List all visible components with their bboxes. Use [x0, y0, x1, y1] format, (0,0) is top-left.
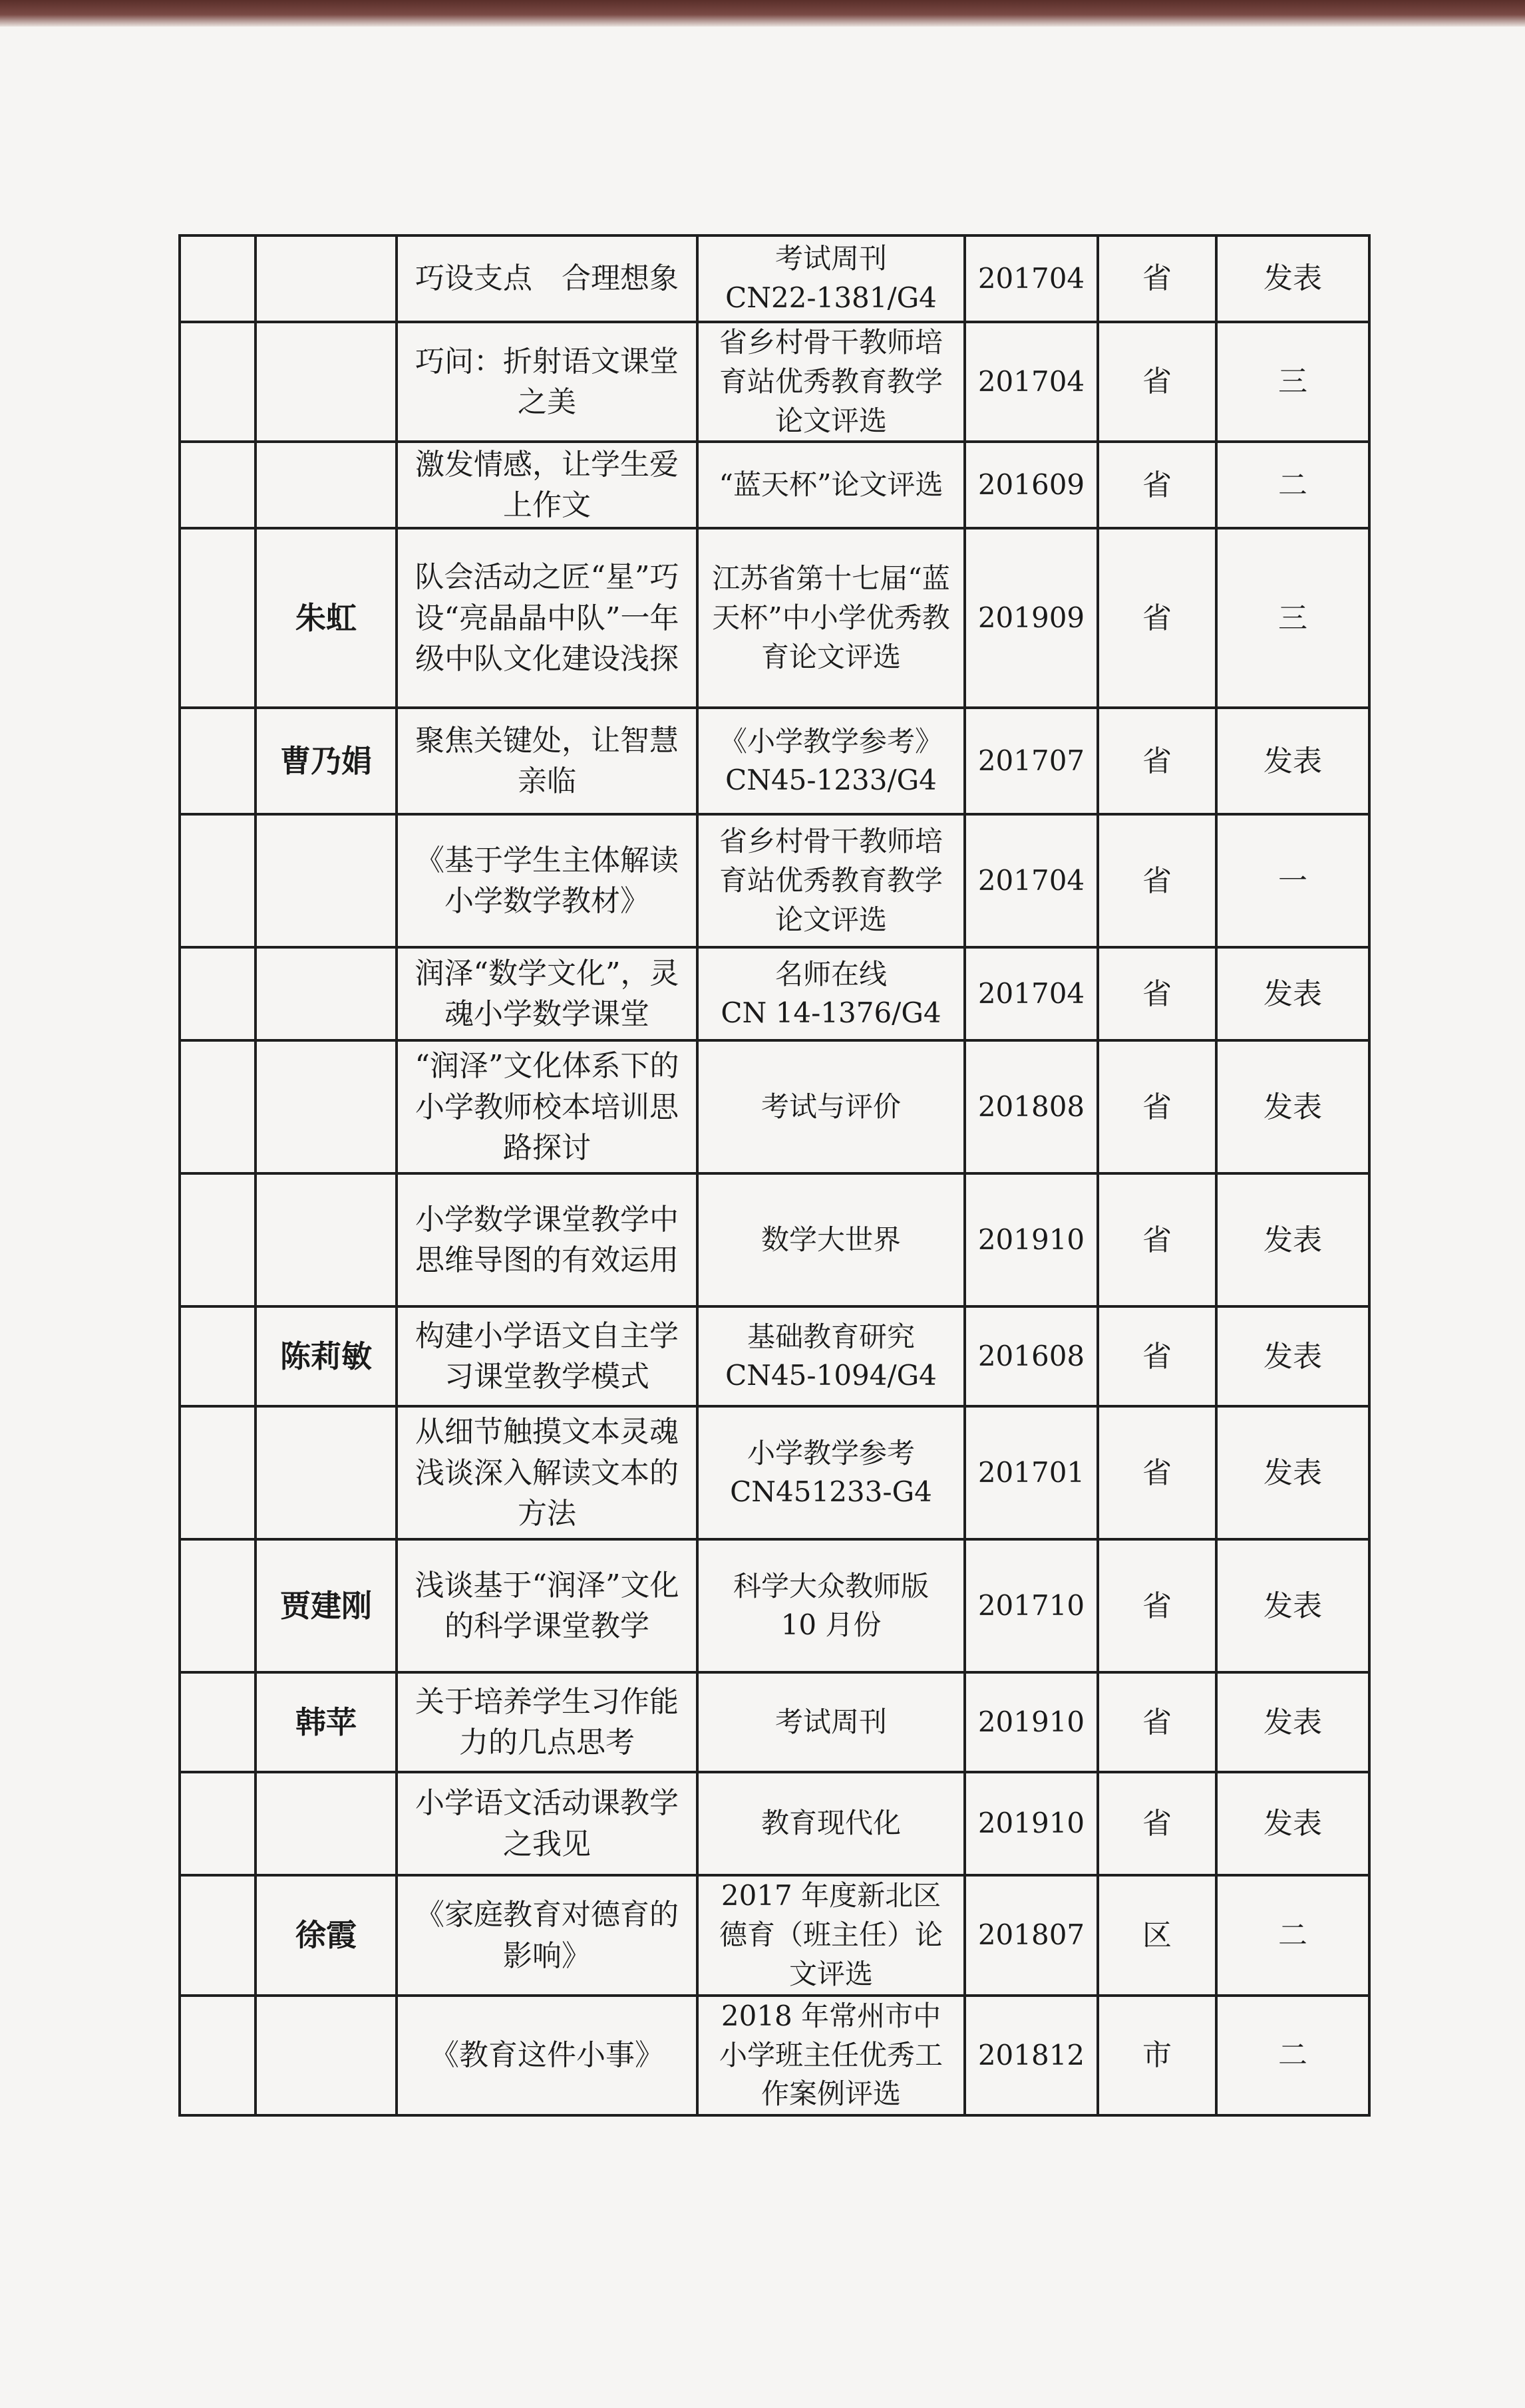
- source-cell: 省乡村骨干教师培育站优秀教育教学论文评选: [697, 322, 965, 442]
- blank-cell: [180, 1173, 255, 1306]
- source-cell: 小学教学参考 CN451233-G4: [697, 1406, 965, 1539]
- table-row: [180, 708, 1369, 814]
- level-cell: 区: [1098, 1875, 1216, 1995]
- paper-title-cell: 润泽“数学文化”，灵魂小学数学课堂: [397, 947, 697, 1040]
- source-cell: 2017 年度新北区德育（班主任）论文评选: [697, 1875, 965, 1995]
- blank-cell: [180, 322, 255, 442]
- page-top-edge: [0, 0, 1525, 27]
- source-cell: 教育现代化: [697, 1772, 965, 1875]
- blank-cell: [180, 1306, 255, 1406]
- paper-title-cell: 浅谈基于“润泽”文化的科学课堂教学: [397, 1539, 697, 1672]
- level-cell: 省: [1098, 1672, 1216, 1772]
- blank-cell: [180, 235, 255, 322]
- date-cell: 201910: [965, 1672, 1098, 1772]
- paper-title-cell: 《教育这件小事》: [397, 1996, 697, 2115]
- table-row: [180, 322, 1369, 442]
- source-cell: 数学大世界: [697, 1173, 965, 1306]
- level-cell: 省: [1098, 235, 1216, 322]
- blank-cell: [180, 1772, 255, 1875]
- blank-cell: [180, 947, 255, 1040]
- level-cell: 省: [1098, 708, 1216, 814]
- teacher-name-cell: [255, 1040, 397, 1173]
- table-row: [180, 814, 1369, 947]
- paper-title-cell: 激发情感，让学生爱上作文: [397, 442, 697, 528]
- level-cell: 省: [1098, 1539, 1216, 1672]
- teacher-name-cell: [255, 814, 397, 947]
- blank-cell: [180, 528, 255, 708]
- teacher-name-cell: 徐霞: [255, 1875, 397, 1995]
- paper-title-cell: 巧设支点 合理想象: [397, 235, 697, 322]
- source-cell: 《小学教学参考》 CN45-1233/G4: [697, 708, 965, 814]
- teacher-name-cell: [255, 1772, 397, 1875]
- paper-title-cell: 巧问：折射语文课堂之美: [397, 322, 697, 442]
- result-cell: 三: [1216, 322, 1369, 442]
- level-cell: 省: [1098, 322, 1216, 442]
- date-cell: 201704: [965, 235, 1098, 322]
- paper-title-cell: 《基于学生主体解读小学数学教材》: [397, 814, 697, 947]
- level-cell: 市: [1098, 1996, 1216, 2115]
- paper-title-cell: 小学语文活动课教学之我见: [397, 1772, 697, 1875]
- table-row: [180, 235, 1369, 322]
- source-cell: 科学大众教师版 10 月份: [697, 1539, 965, 1672]
- source-cell: 考试与评价: [697, 1040, 965, 1173]
- paper-title-cell: 关于培养学生习作能力的几点思考: [397, 1672, 697, 1772]
- table-row: [180, 1875, 1369, 1995]
- table-row: [180, 947, 1369, 1040]
- table-row: [180, 1996, 1369, 2115]
- level-cell: 省: [1098, 947, 1216, 1040]
- teacher-name-cell: 朱虹: [255, 528, 397, 708]
- result-cell: 发表: [1216, 947, 1369, 1040]
- paper-title-cell: 聚焦关键处，让智慧亲临: [397, 708, 697, 814]
- date-cell: 201608: [965, 1306, 1098, 1406]
- result-cell: 二: [1216, 442, 1369, 528]
- teacher-name-cell: 韩苹: [255, 1672, 397, 1772]
- table-row: [180, 528, 1369, 708]
- paper-title-cell: “润泽”文化体系下的小学教师校本培训思路探讨: [397, 1040, 697, 1173]
- teacher-name-cell: [255, 1173, 397, 1306]
- source-cell: 考试周刊: [697, 1672, 965, 1772]
- source-cell: 江苏省第十七届“蓝天杯”中小学优秀教育论文评选: [697, 528, 965, 708]
- paper-title-cell: 从细节触摸文本灵魂 浅谈深入解读文本的方法: [397, 1406, 697, 1539]
- table-row: [180, 1772, 1369, 1875]
- date-cell: 201704: [965, 814, 1098, 947]
- date-cell: 201910: [965, 1772, 1098, 1875]
- result-cell: 发表: [1216, 1672, 1369, 1772]
- date-cell: 201701: [965, 1406, 1098, 1539]
- teacher-name-cell: [255, 322, 397, 442]
- source-cell: 名师在线 CN 14-1376/G4: [697, 947, 965, 1040]
- date-cell: 201704: [965, 947, 1098, 1040]
- paper-title-cell: 小学数学课堂教学中思维导图的有效运用: [397, 1173, 697, 1306]
- level-cell: 省: [1098, 814, 1216, 947]
- result-cell: 三: [1216, 528, 1369, 708]
- blank-cell: [180, 1996, 255, 2115]
- paper-title-cell: 构建小学语文自主学习课堂教学模式: [397, 1306, 697, 1406]
- result-cell: 二: [1216, 1875, 1369, 1995]
- level-cell: 省: [1098, 1173, 1216, 1306]
- date-cell: 201710: [965, 1539, 1098, 1672]
- blank-cell: [180, 1040, 255, 1173]
- teacher-name-cell: [255, 1406, 397, 1539]
- result-cell: 发表: [1216, 1772, 1369, 1875]
- blank-cell: [180, 708, 255, 814]
- table-row: [180, 1040, 1369, 1173]
- teacher-name-cell: [255, 442, 397, 528]
- level-cell: 省: [1098, 528, 1216, 708]
- date-cell: 201910: [965, 1173, 1098, 1306]
- result-cell: 发表: [1216, 1539, 1369, 1672]
- blank-cell: [180, 1672, 255, 1772]
- date-cell: 201609: [965, 442, 1098, 528]
- paper-title-cell: 《家庭教育对德育的影响》: [397, 1875, 697, 1995]
- date-cell: 201808: [965, 1040, 1098, 1173]
- teacher-name-cell: [255, 947, 397, 1040]
- source-cell: 2018 年常州市中小学班主任优秀工作案例评选: [697, 1996, 965, 2115]
- table-row: [180, 1406, 1369, 1539]
- blank-cell: [180, 1539, 255, 1672]
- table-row: [180, 1173, 1369, 1306]
- level-cell: 省: [1098, 1772, 1216, 1875]
- result-cell: 二: [1216, 1996, 1369, 2115]
- date-cell: 201807: [965, 1875, 1098, 1995]
- source-cell: 省乡村骨干教师培育站优秀教育教学论文评选: [697, 814, 965, 947]
- source-cell: 考试周刊 CN22-1381/G4: [697, 235, 965, 322]
- level-cell: 省: [1098, 442, 1216, 528]
- teacher-name-cell: [255, 235, 397, 322]
- source-cell: 基础教育研究 CN45-1094/G4: [697, 1306, 965, 1406]
- table-row: [180, 1539, 1369, 1672]
- level-cell: 省: [1098, 1406, 1216, 1539]
- source-cell: “蓝天杯”论文评选: [697, 442, 965, 528]
- result-cell: 发表: [1216, 235, 1369, 322]
- date-cell: 201704: [965, 322, 1098, 442]
- level-cell: 省: [1098, 1040, 1216, 1173]
- table-row: [180, 1306, 1369, 1406]
- paper-title-cell: 队会活动之匠“星”巧设“亮晶晶中队”一年级中队文化建设浅探: [397, 528, 697, 708]
- teacher-name-cell: 陈莉敏: [255, 1306, 397, 1406]
- result-cell: 一: [1216, 814, 1369, 947]
- result-cell: 发表: [1216, 1306, 1369, 1406]
- blank-cell: [180, 814, 255, 947]
- blank-cell: [180, 1875, 255, 1995]
- result-cell: 发表: [1216, 1406, 1369, 1539]
- result-cell: 发表: [1216, 1040, 1369, 1173]
- result-cell: 发表: [1216, 708, 1369, 814]
- date-cell: 201707: [965, 708, 1098, 814]
- table-row: [180, 442, 1369, 528]
- blank-cell: [180, 1406, 255, 1539]
- blank-cell: [180, 442, 255, 528]
- level-cell: 省: [1098, 1306, 1216, 1406]
- teacher-name-cell: 贾建刚: [255, 1539, 397, 1672]
- table-row: [180, 1672, 1369, 1772]
- date-cell: 201909: [965, 528, 1098, 708]
- date-cell: 201812: [965, 1996, 1098, 2115]
- result-cell: 发表: [1216, 1173, 1369, 1306]
- teacher-name-cell: [255, 1996, 397, 2115]
- teacher-name-cell: 曹乃娟: [255, 708, 397, 814]
- awards-table: [178, 234, 1371, 2117]
